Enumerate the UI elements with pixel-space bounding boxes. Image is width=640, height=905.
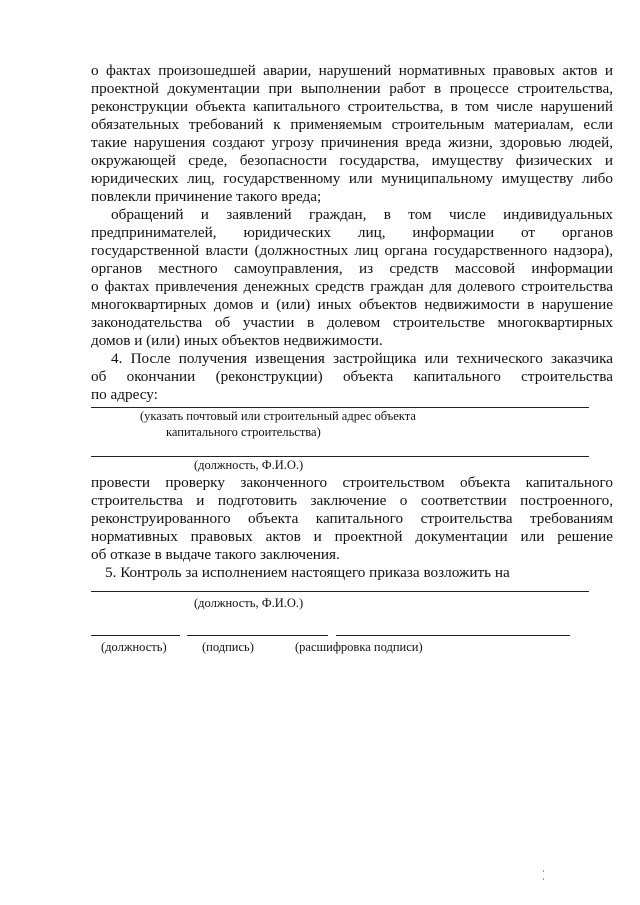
text-line: домов и (или) иных объектов недвижимости. [91, 332, 383, 349]
address-caption: (указать почтовый или строительный адрес объекта [140, 409, 416, 423]
text-line: об отказе в выдаче такого заключения. [91, 546, 340, 563]
position-name-caption: (должность, Ф.И.О.) [194, 458, 304, 472]
text-line: повлекли причинение такого вреда; [91, 188, 322, 205]
control-person-fill-line [91, 591, 589, 592]
text-line: окружающей среде, безопасности государства, имуществу физических и [91, 152, 613, 169]
text-line: об окончании (реконструкции) объекта капитального строительства [91, 368, 613, 385]
text-line: многоквартирных домов и (или) иных объектов недвижимости в нарушение [91, 296, 613, 313]
text-line: о фактах привлечения денежных средств граждан для долевого строительства [91, 278, 613, 295]
text-line: предпринимателей, юридических лиц, информации от органов [91, 224, 613, 241]
text-line: 4. После получения извещения застройщика или технического заказчика [111, 350, 613, 367]
signature-decoding-line [336, 635, 570, 636]
signature-position-caption: (должность) [101, 640, 167, 654]
text-line: строительства и подготовить заключение о соответствии построенного, [91, 492, 613, 509]
text-line: нормативных правовых актов и проектной документации или решение [91, 528, 613, 545]
paragraph-item-5: 5. Контроль за исполнением настоящего приказа возложить на [105, 564, 510, 581]
text-line: обязательных требований к применяемым строительным материалам, если [91, 116, 613, 133]
text-line: законодательства об участии в долевом строительстве многоквартирных [91, 314, 613, 331]
scan-speck [543, 878, 544, 880]
scan-speck [543, 870, 544, 872]
text-line: реконструкции объекта капитального строительства, в том числе нарушений [91, 98, 613, 115]
address-fill-line [91, 407, 589, 408]
responsible-person-fill-line [91, 456, 589, 457]
signature-line [187, 635, 328, 636]
text-line: государственной власти (должностных лиц органа государственного надзора), [91, 242, 613, 259]
signature-decoding-caption: (расшифровка подписи) [295, 640, 423, 654]
text-line: по адресу: [91, 386, 158, 403]
text-line: обращений и заявлений граждан, в том числе индивидуальных [111, 206, 613, 223]
signature-position-line [91, 635, 180, 636]
text-line: юридических лиц, государственному или муниципальному имуществу либо [91, 170, 613, 187]
position-name-caption: (должность, Ф.И.О.) [194, 596, 304, 610]
text-line: органов местного самоуправления, из средств массовой информации [91, 260, 613, 277]
text-line: проектной документации при выполнении работ в процессе строительства, [91, 80, 613, 97]
text-line: провести проверку законченного строительством объекта капитального [91, 474, 613, 491]
address-caption: капитального строительства) [166, 425, 321, 439]
signature-caption: (подпись) [202, 640, 254, 654]
text-line: реконструированного объекта капитального строительства требованиям [91, 510, 613, 527]
text-line: такие нарушения создают угрозу причинения вреда жизни, здоровью людей, [91, 134, 613, 151]
text-line: о фактах произошедшей аварии, нарушений нормативных правовых актов и [91, 62, 613, 79]
